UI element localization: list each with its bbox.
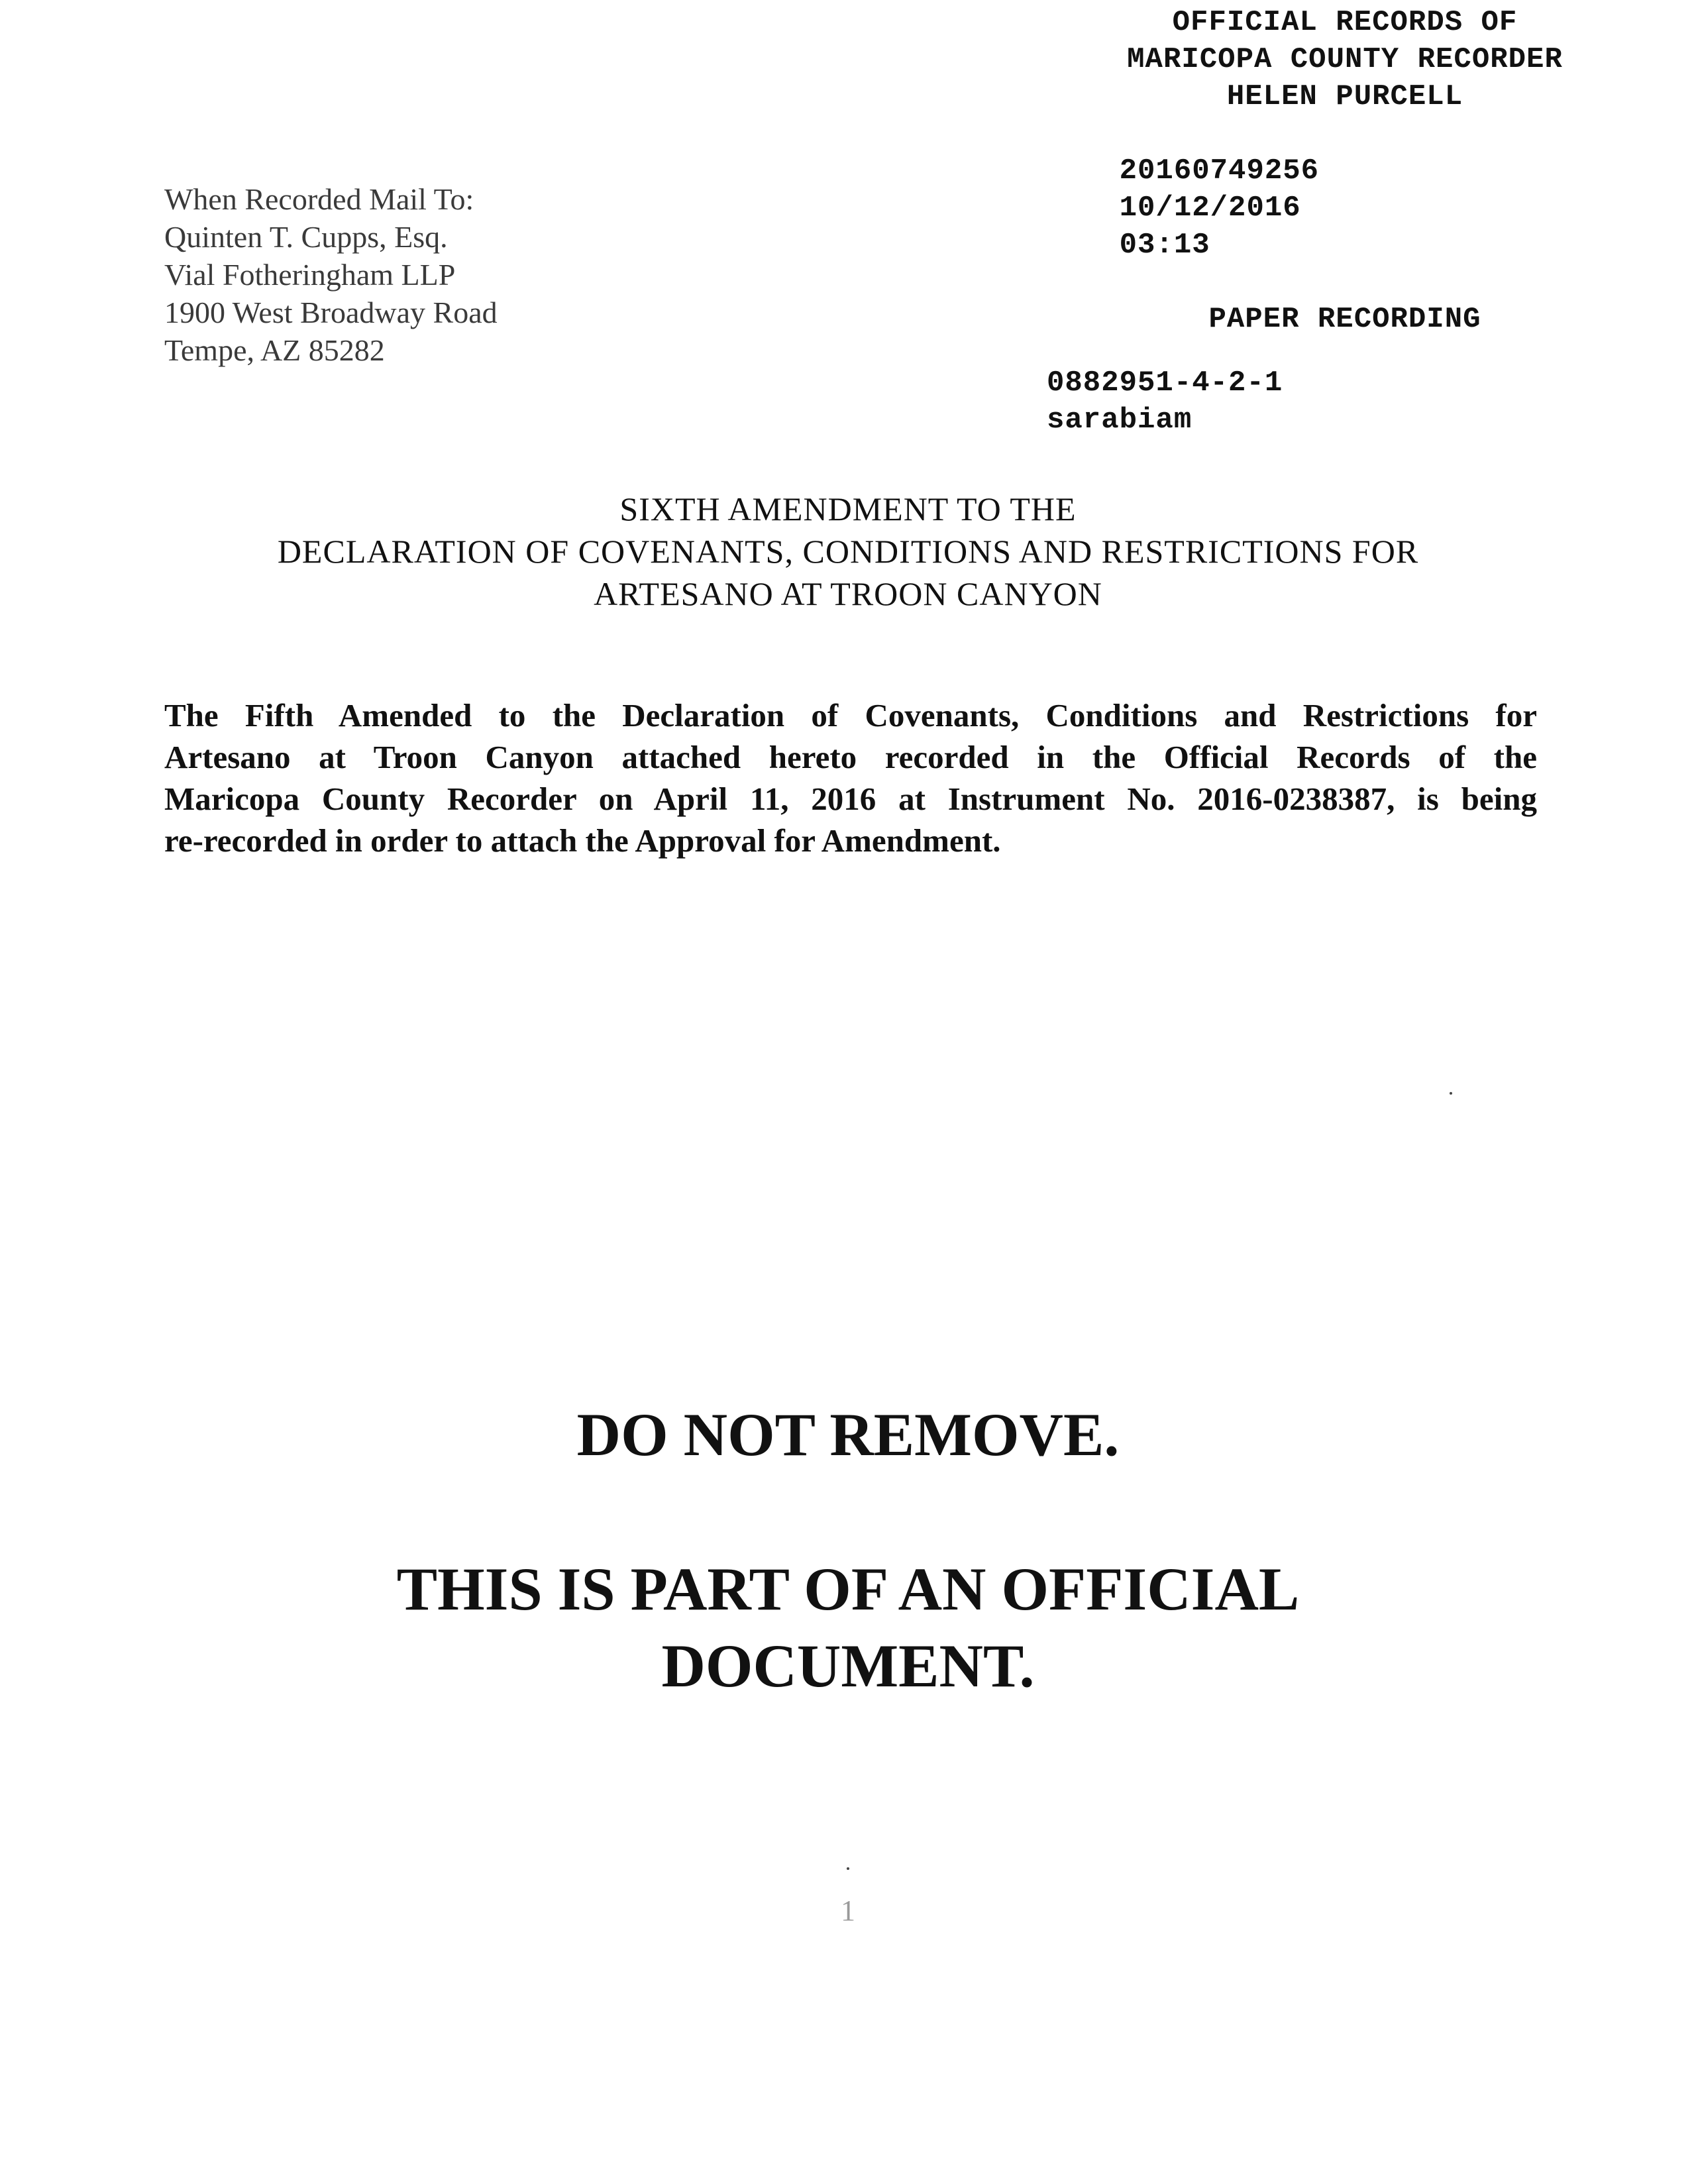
stamp-reference: 0882951-4-2-1: [1047, 366, 1283, 400]
body-paragraph: [164, 694, 1537, 861]
scan-speck: [847, 1867, 849, 1870]
official-notice-line-2: DOCUMENT.: [661, 1632, 1035, 1700]
body-line-4: re-recorded in order to attach the Approval for Amendment.: [164, 822, 1001, 859]
title-line-3: ARTESANO AT TROON CANYON: [594, 575, 1102, 612]
stamp-clerk: sarabiam: [1047, 404, 1192, 437]
stamp-time: 03:13: [1119, 229, 1210, 262]
body-line-3: Maricopa County Recorder on April 11, 2016 at Instrument No. 2016-0238387, is being: [164, 781, 1537, 817]
mail-to-block: [164, 180, 498, 369]
stamp-recorder-name: HELEN PURCELL: [1226, 80, 1463, 113]
stamp-date: 10/12/2016: [1119, 191, 1301, 225]
mail-to-firm: Vial Fotheringham LLP: [164, 258, 456, 292]
body-line-1: The Fifth Amended to the Declaration of Covenants, Conditions and Restrictions for: [164, 697, 1537, 734]
mail-to-city: Tempe, AZ 85282: [164, 333, 385, 367]
document-title: [132, 488, 1564, 615]
title-line-2: DECLARATION OF COVENANTS, CONDITIONS AND RESTRICTIONS FOR: [277, 533, 1419, 570]
official-notice-line-1: THIS IS PART OF AN OFFICIAL: [396, 1555, 1300, 1623]
scan-speck: [1450, 1092, 1452, 1095]
stamp-heading-line-1: OFFICIAL RECORDS OF: [1172, 6, 1518, 39]
stamp-recording-type: PAPER RECORDING: [1208, 303, 1481, 336]
stamp-record-number: 20160749256: [1119, 154, 1320, 188]
page-number: 1: [841, 1894, 855, 1927]
recorder-stamp: [1034, 4, 1656, 439]
official-document-notice: [0, 1551, 1696, 1704]
mail-to-heading: When Recorded Mail To:: [164, 182, 474, 216]
stamp-heading-line-2: MARICOPA COUNTY RECORDER: [1127, 43, 1563, 76]
mail-to-name: Quinten T. Cupps, Esq.: [164, 220, 448, 254]
do-not-remove-notice: DO NOT REMOVE.: [576, 1401, 1120, 1468]
stamp-record-info: [1034, 115, 1656, 301]
mail-to-street: 1900 West Broadway Road: [164, 296, 498, 329]
body-line-2: Artesano at Troon Canyon attached hereto recorded in the Official Records of the: [164, 739, 1537, 775]
title-line-1: SIXTH AMENDMENT TO THE: [619, 490, 1077, 527]
